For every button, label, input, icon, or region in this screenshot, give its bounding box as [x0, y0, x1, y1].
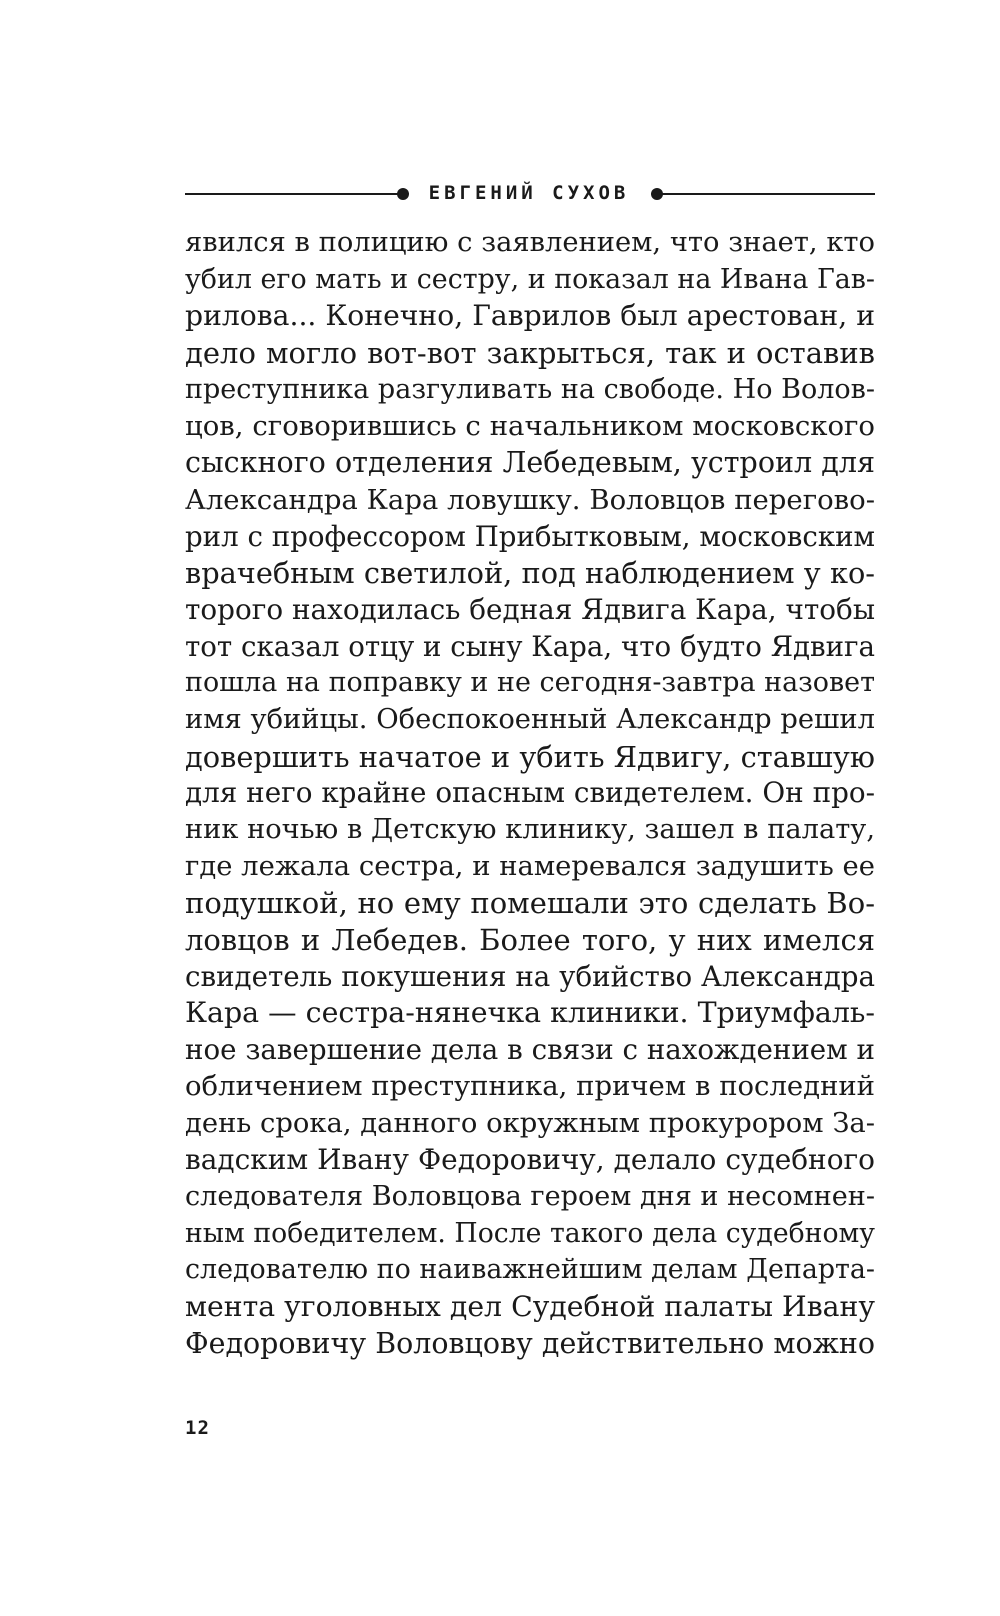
text-line: дело могло вот-вот закрыться, так и оставив [185, 336, 875, 371]
text-line: пошла на поправку и не сегодня-завтра назовет [185, 667, 875, 699]
text-line: ник ночью в Детскую клинику, зашел в палату, [185, 814, 875, 845]
text-line: тот сказал отцу и сыну Кара, что будто Ядвига [185, 629, 875, 663]
text-line: врачебным светилой, под наблюдением у ко- [185, 556, 875, 591]
running-head-right-rule [659, 193, 875, 195]
running-head [185, 182, 875, 206]
text-line: имя убийцы. Обеспокоенный Александр решил [185, 703, 875, 735]
text-line: преступника разгуливать на свободе. Но Волов- [185, 373, 875, 405]
text-line: ловцов и Лебедев. Более того, у них имелся [185, 923, 875, 958]
text-line: следователя Воловцова героем дня и несомнен- [185, 1180, 875, 1212]
body-text [185, 225, 875, 1362]
text-line: рилова... Конечно, Гаврилов был арестован, и [185, 299, 875, 333]
text-line: явился в полицию с заявлением, что знает, кто [185, 227, 875, 258]
text-line: следователю по наиважнейшим делам Департа- [185, 1254, 875, 1286]
text-line: ным победителем. После такого дела судебному [185, 1217, 875, 1249]
text-line: для него крайне опасным свидетелем. Он про- [185, 776, 875, 810]
text-line: цов, сговорившись с начальником московского [185, 410, 875, 443]
text-line: ное завершение дела в связи с нахождением и [185, 1033, 875, 1067]
text-line: где лежала сестра, и намеревался задушить ее [185, 850, 875, 882]
text-line: сыскного отделения Лебедевым, устроил для [185, 446, 875, 480]
text-line: вадским Ивану Федоровичу, делало судебного [185, 1143, 875, 1177]
text-line: Александра Кара ловушку. Воловцов перегово- [185, 483, 875, 516]
running-head-author: ЕВГЕНИЙ СУХОВ [428, 182, 630, 204]
text-line: Кара — сестра-нянечка клиники. Триумфаль- [185, 996, 875, 1030]
text-line: свидетель покушения на убийство Александра [185, 959, 875, 993]
page-number: 12 [185, 1417, 210, 1439]
text-line: убил его мать и сестру, и показал на Ивана Гав- [185, 263, 875, 295]
text-line: довершить начатое и убить Ядвигу, ставшую [185, 739, 875, 774]
running-head-left-dot-icon [397, 188, 409, 200]
text-line: подушкой, но ему помешали это сделать Во- [185, 886, 875, 921]
text-line: мента уголовных дел Судебной палаты Ивану [185, 1289, 875, 1323]
text-line: рил с профессором Прибытковым, московским [185, 519, 875, 553]
text-line: обличением преступника, причем в последний [185, 1070, 875, 1102]
text-line: Федоровичу Воловцову действительно можно [185, 1326, 875, 1360]
running-head-left-rule [185, 193, 400, 195]
text-line: день срока, данного окружным прокурором За- [185, 1107, 875, 1139]
text-line: торого находилась бедная Ядвига Кара, чтобы [185, 592, 875, 626]
